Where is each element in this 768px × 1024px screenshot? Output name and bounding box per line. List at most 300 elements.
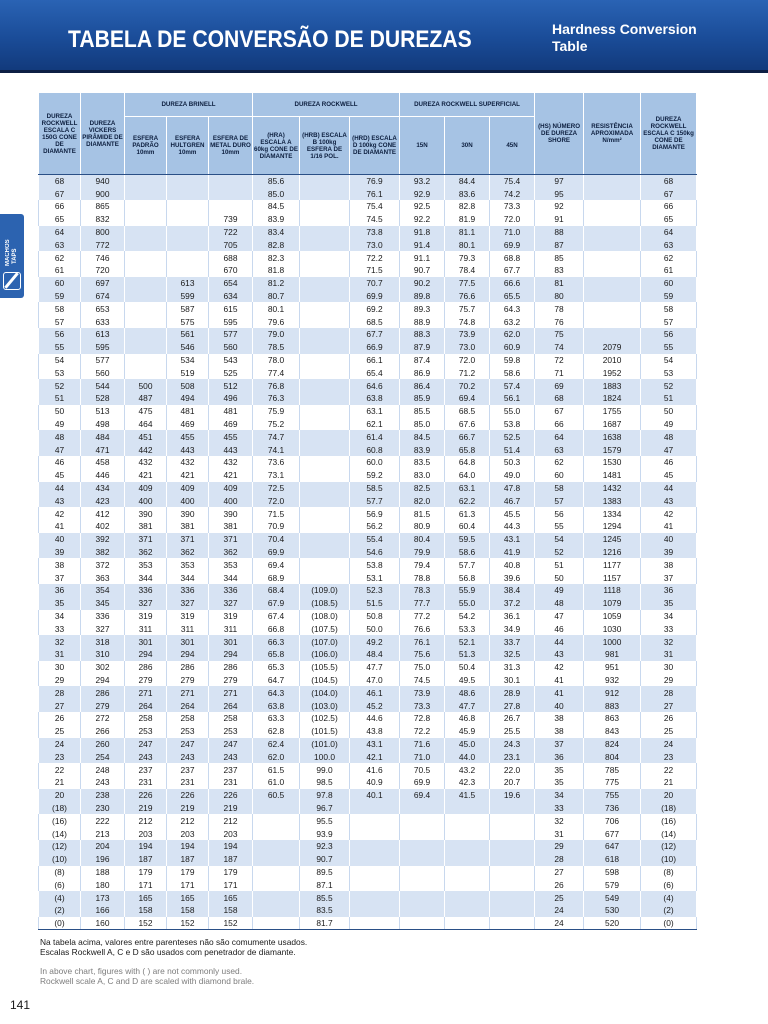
table-row: [39, 392, 697, 405]
table-cell: 62: [641, 251, 697, 264]
table-cell: 85.6: [253, 175, 300, 188]
table-cell: [584, 264, 641, 277]
table-cell: 50: [535, 571, 584, 584]
table-cell: [300, 379, 350, 392]
table-cell: 171: [209, 878, 253, 891]
table-cell: 60: [641, 277, 697, 290]
table-cell: 62: [535, 456, 584, 469]
table-cell: 1952: [584, 366, 641, 379]
table-cell: 38: [39, 558, 81, 571]
table-cell: 45.5: [490, 507, 535, 520]
table-cell: 412: [81, 507, 125, 520]
table-cell: 36: [535, 750, 584, 763]
table-cell: [400, 891, 445, 904]
footnote-english: [40, 966, 254, 986]
table-cell: [125, 175, 167, 188]
table-cell: 194: [167, 840, 209, 853]
table-cell: 92: [535, 200, 584, 213]
table-cell: [490, 891, 535, 904]
table-cell: [125, 251, 167, 264]
table-cell: 50.4: [445, 661, 490, 674]
table-cell: [584, 175, 641, 188]
table-cell: 24: [535, 904, 584, 917]
table-cell: 58: [535, 482, 584, 495]
table-cell: [350, 904, 400, 917]
table-cell: 22: [641, 763, 697, 776]
table-cell: 35: [535, 763, 584, 776]
section-tab-label-pt: MACHOS: [5, 239, 11, 266]
table-cell: 66: [641, 200, 697, 213]
table-cell: 69: [535, 379, 584, 392]
table-cell: [300, 238, 350, 251]
table-cell: 525: [209, 366, 253, 379]
table-cell: [300, 546, 350, 559]
table-cell: 219: [209, 802, 253, 815]
table-cell: 62.8: [253, 725, 300, 738]
table-cell: 1579: [584, 443, 641, 456]
table-cell: 64: [535, 430, 584, 443]
table-cell: 90.2: [400, 277, 445, 290]
table-cell: [167, 251, 209, 264]
table-cell: 48: [39, 430, 81, 443]
table-cell: 544: [81, 379, 125, 392]
table-cell: 57.4: [490, 379, 535, 392]
table-cell: 49.0: [490, 469, 535, 482]
table-cell: 546: [167, 341, 209, 354]
table-cell: 43: [535, 648, 584, 661]
table-cell: 91: [535, 213, 584, 226]
table-cell: 91.4: [400, 238, 445, 251]
table-cell: 575: [167, 315, 209, 328]
section-tab-label-en: TAPS: [12, 248, 18, 264]
table-cell: 72.2: [400, 725, 445, 738]
table-cell: 160: [81, 917, 125, 930]
table-cell: 74: [535, 341, 584, 354]
table-cell: 53.1: [350, 571, 400, 584]
table-cell: 286: [125, 661, 167, 674]
table-cell: 613: [167, 277, 209, 290]
table-cell: [350, 891, 400, 904]
table-row: [39, 853, 697, 866]
table-cell: 279: [81, 699, 125, 712]
table-cell: [167, 213, 209, 226]
table-cell: 327: [209, 597, 253, 610]
table-cell: 336: [167, 584, 209, 597]
col-header-hra: (HRA) ESCALA A 60kg CONE DE DIAMANTE: [253, 117, 300, 175]
table-cell: [300, 571, 350, 584]
table-cell: [584, 200, 641, 213]
table-cell: 203: [209, 827, 253, 840]
table-cell: 264: [209, 699, 253, 712]
table-cell: 595: [81, 341, 125, 354]
table-cell: 271: [125, 686, 167, 699]
table-cell: 243: [81, 776, 125, 789]
table-cell: 81.2: [253, 277, 300, 290]
table-cell: 61: [39, 264, 81, 277]
table-cell: 294: [81, 674, 125, 687]
table-cell: 487: [125, 392, 167, 405]
group-header-rockwell: DUREZA ROCKWELL: [253, 93, 400, 117]
table-cell: 722: [209, 226, 253, 239]
table-cell: 60.4: [445, 520, 490, 533]
table-row: [39, 571, 697, 584]
table-cell: 88.9: [400, 315, 445, 328]
table-cell: 70.7: [350, 277, 400, 290]
table-row: [39, 648, 697, 661]
table-cell: 40: [535, 699, 584, 712]
hardness-table-container: [38, 92, 696, 930]
table-cell: 301: [125, 635, 167, 648]
table-cell: [490, 878, 535, 891]
table-cell: 69.9: [350, 290, 400, 303]
table-row: [39, 456, 697, 469]
table-cell: 59: [641, 290, 697, 303]
table-cell: 319: [209, 610, 253, 623]
table-cell: [400, 917, 445, 930]
table-cell: 75.4: [350, 200, 400, 213]
table-cell: [445, 840, 490, 853]
table-cell: 61.4: [350, 430, 400, 443]
table-cell: 64.3: [253, 686, 300, 699]
table-cell: 1883: [584, 379, 641, 392]
table-cell: (8): [641, 866, 697, 879]
table-cell: 62.2: [445, 494, 490, 507]
table-cell: 61.5: [253, 763, 300, 776]
table-cell: [300, 277, 350, 290]
table-cell: 51.5: [350, 597, 400, 610]
table-cell: 260: [81, 738, 125, 751]
table-cell: 34.9: [490, 622, 535, 635]
table-cell: 85: [535, 251, 584, 264]
table-cell: 73.8: [350, 226, 400, 239]
table-cell: 73.6: [253, 456, 300, 469]
table-cell: 95.5: [300, 814, 350, 827]
col-header-15n: 15N: [400, 117, 445, 175]
table-cell: 40.8: [490, 558, 535, 571]
table-cell: 20: [39, 789, 81, 802]
table-cell: [300, 520, 350, 533]
table-cell: 62.0: [490, 328, 535, 341]
table-cell: [300, 494, 350, 507]
table-cell: 60: [535, 469, 584, 482]
table-cell: 66.1: [350, 354, 400, 367]
table-cell: 76.1: [350, 187, 400, 200]
table-cell: 187: [125, 853, 167, 866]
table-cell: 706: [584, 814, 641, 827]
table-cell: [584, 226, 641, 239]
table-cell: 772: [81, 238, 125, 251]
table-cell: 63.2: [490, 315, 535, 328]
table-cell: 44.3: [490, 520, 535, 533]
table-cell: 25.5: [490, 725, 535, 738]
table-cell: 59.5: [445, 533, 490, 546]
table-cell: 353: [167, 558, 209, 571]
table-cell: 20.7: [490, 776, 535, 789]
table-cell: 2010: [584, 354, 641, 367]
table-cell: 50: [641, 405, 697, 418]
table-cell: 91.1: [400, 251, 445, 264]
table-cell: 74.5: [400, 674, 445, 687]
table-cell: 83.6: [445, 187, 490, 200]
table-cell: 76.1: [400, 635, 445, 648]
table-cell: 1079: [584, 597, 641, 610]
table-cell: 65.5: [490, 290, 535, 303]
table-cell: 71.5: [350, 264, 400, 277]
table-row: [39, 520, 697, 533]
table-cell: 204: [81, 840, 125, 853]
table-cell: 85.5: [400, 405, 445, 418]
table-cell: 50.0: [350, 622, 400, 635]
table-cell: 212: [167, 814, 209, 827]
table-cell: [125, 226, 167, 239]
table-cell: 23.1: [490, 750, 535, 763]
table-cell: 310: [81, 648, 125, 661]
table-cell: 44.6: [350, 712, 400, 725]
table-cell: 59.2: [350, 469, 400, 482]
table-row: [39, 443, 697, 456]
table-cell: [445, 878, 490, 891]
table-row: [39, 290, 697, 303]
table-cell: 29: [535, 840, 584, 853]
table-cell: 48.6: [445, 686, 490, 699]
table-cell: [125, 213, 167, 226]
table-cell: [300, 392, 350, 405]
table-cell: [209, 187, 253, 200]
table-cell: 56: [535, 507, 584, 520]
table-cell: 41.9: [490, 546, 535, 559]
table-cell: 286: [81, 686, 125, 699]
table-row: [39, 597, 697, 610]
table-cell: [253, 866, 300, 879]
table-cell: 75.6: [400, 648, 445, 661]
table-row: [39, 341, 697, 354]
table-row: [39, 904, 697, 917]
table-cell: (6): [641, 878, 697, 891]
table-cell: 50: [39, 405, 81, 418]
table-cell: 72.2: [350, 251, 400, 264]
table-cell: 41.6: [350, 763, 400, 776]
table-cell: 219: [125, 802, 167, 815]
table-cell: 43: [641, 494, 697, 507]
table-cell: 67.6: [445, 418, 490, 431]
page-title: TABELA DE CONVERSÃO DE DUREZAS: [68, 26, 472, 53]
table-cell: 423: [81, 494, 125, 507]
table-cell: 79.4: [400, 558, 445, 571]
table-row: [39, 251, 697, 264]
table-cell: 29: [39, 674, 81, 687]
table-cell: 294: [125, 648, 167, 661]
table-cell: 301: [209, 635, 253, 648]
table-row: [39, 533, 697, 546]
table-cell: 88.3: [400, 328, 445, 341]
table-cell: 61.3: [445, 507, 490, 520]
table-cell: 34: [641, 610, 697, 623]
table-row: [39, 226, 697, 239]
table-cell: 96.7: [300, 802, 350, 815]
table-cell: 647: [584, 840, 641, 853]
table-cell: 68.4: [253, 584, 300, 597]
table-cell: [400, 827, 445, 840]
table-cell: (4): [641, 891, 697, 904]
table-cell: 76.8: [253, 379, 300, 392]
table-row: [39, 213, 697, 226]
table-cell: 31: [39, 648, 81, 661]
table-cell: [125, 366, 167, 379]
table-cell: 279: [125, 674, 167, 687]
table-cell: 53.8: [350, 558, 400, 571]
table-cell: 32: [535, 814, 584, 827]
table-row: [39, 622, 697, 635]
table-row: [39, 699, 697, 712]
table-cell: 40.9: [350, 776, 400, 789]
table-cell: [209, 200, 253, 213]
table-cell: 66.3: [253, 635, 300, 648]
table-cell: 82.0: [400, 494, 445, 507]
table-row: [39, 546, 697, 559]
table-cell: 67.7: [490, 264, 535, 277]
table-cell: [300, 290, 350, 303]
table-row: [39, 418, 697, 431]
table-cell: 421: [209, 469, 253, 482]
section-tab-label: [5, 239, 19, 266]
footnote-portuguese: [40, 937, 307, 957]
table-cell: 92.3: [300, 840, 350, 853]
table-cell: 843: [584, 725, 641, 738]
table-cell: 1245: [584, 533, 641, 546]
table-cell: 63: [39, 238, 81, 251]
table-cell: 231: [167, 776, 209, 789]
table-cell: 83: [535, 264, 584, 277]
table-cell: 30: [39, 661, 81, 674]
table-cell: 72.5: [253, 482, 300, 495]
table-cell: 49.5: [445, 674, 490, 687]
table-cell: 253: [167, 725, 209, 738]
table-cell: 53: [641, 366, 697, 379]
table-cell: 496: [209, 392, 253, 405]
table-cell: 54.6: [350, 546, 400, 559]
table-cell: 20: [641, 789, 697, 802]
table-cell: 421: [167, 469, 209, 482]
table-cell: [400, 802, 445, 815]
table-cell: (108.5): [300, 597, 350, 610]
table-cell: 33: [641, 622, 697, 635]
table-cell: 68.5: [445, 405, 490, 418]
table-cell: 1030: [584, 622, 641, 635]
table-cell: 248: [81, 763, 125, 776]
table-cell: 93.2: [400, 175, 445, 188]
table-cell: 390: [209, 507, 253, 520]
table-cell: 37: [535, 738, 584, 751]
table-cell: 212: [209, 814, 253, 827]
table-cell: 69.9: [490, 238, 535, 251]
table-cell: [125, 290, 167, 303]
table-cell: 47.7: [445, 699, 490, 712]
table-cell: 71.0: [490, 226, 535, 239]
table-cell: 371: [125, 533, 167, 546]
table-cell: 432: [167, 456, 209, 469]
table-cell: 900: [81, 187, 125, 200]
table-row: [39, 430, 697, 443]
table-cell: 46.1: [350, 686, 400, 699]
table-cell: 84.4: [445, 175, 490, 188]
group-header-superficial: DUREZA ROCKWELL SUPERFICIAL: [400, 93, 535, 117]
table-cell: 345: [81, 597, 125, 610]
table-cell: 75.0: [400, 661, 445, 674]
table-cell: (12): [39, 840, 81, 853]
table-cell: 442: [125, 443, 167, 456]
table-cell: 311: [209, 622, 253, 635]
table-cell: [300, 264, 350, 277]
table-cell: 25: [535, 891, 584, 904]
table-cell: 180: [81, 878, 125, 891]
table-cell: 22.0: [490, 763, 535, 776]
table-cell: 74.8: [445, 315, 490, 328]
table-cell: 80: [535, 290, 584, 303]
table-cell: 47.7: [350, 661, 400, 674]
table-cell: 30: [641, 661, 697, 674]
table-cell: 804: [584, 750, 641, 763]
table-row: [39, 328, 697, 341]
table-cell: 158: [125, 904, 167, 917]
table-cell: [253, 917, 300, 930]
table-cell: 64.0: [445, 469, 490, 482]
table-cell: [300, 213, 350, 226]
table-cell: 67: [641, 187, 697, 200]
table-cell: 100.0: [300, 750, 350, 763]
table-cell: 81.1: [445, 226, 490, 239]
table-cell: (10): [39, 853, 81, 866]
table-cell: 38: [535, 725, 584, 738]
table-cell: 68.9: [253, 571, 300, 584]
table-cell: (12): [641, 840, 697, 853]
table-cell: 599: [167, 290, 209, 303]
table-row: [39, 507, 697, 520]
table-cell: 92.9: [400, 187, 445, 200]
table-cell: 912: [584, 686, 641, 699]
table-cell: 327: [125, 597, 167, 610]
table-cell: 42: [39, 507, 81, 520]
table-cell: 53.3: [445, 622, 490, 635]
table-cell: [253, 904, 300, 917]
table-cell: 31: [641, 648, 697, 661]
table-cell: 66.9: [350, 341, 400, 354]
table-cell: 83.4: [253, 226, 300, 239]
table-cell: 68.8: [490, 251, 535, 264]
table-cell: 32.5: [490, 648, 535, 661]
table-cell: 52: [641, 379, 697, 392]
table-cell: 54: [535, 533, 584, 546]
table-cell: 362: [209, 546, 253, 559]
table-cell: 56: [39, 328, 81, 341]
table-cell: (108.0): [300, 610, 350, 623]
table-cell: 56.8: [445, 571, 490, 584]
table-cell: [125, 302, 167, 315]
col-header-vickers: DUREZA VICKERS PIRÂMIDE DE DIAMANTE: [81, 93, 125, 175]
table-cell: 455: [167, 430, 209, 443]
col-header-hrc-right: DUREZA ROCKWELL ESCALA C 150kg CONE DE DIAMANTE: [641, 93, 697, 175]
table-cell: 219: [167, 802, 209, 815]
table-cell: 41.5: [445, 789, 490, 802]
table-cell: 73.9: [400, 686, 445, 699]
table-cell: 62: [39, 251, 81, 264]
table-cell: 865: [81, 200, 125, 213]
table-cell: 237: [209, 763, 253, 776]
table-cell: 253: [209, 725, 253, 738]
table-cell: 99.0: [300, 763, 350, 776]
table-cell: [300, 328, 350, 341]
table-cell: 19.6: [490, 789, 535, 802]
table-cell: 29: [641, 674, 697, 687]
